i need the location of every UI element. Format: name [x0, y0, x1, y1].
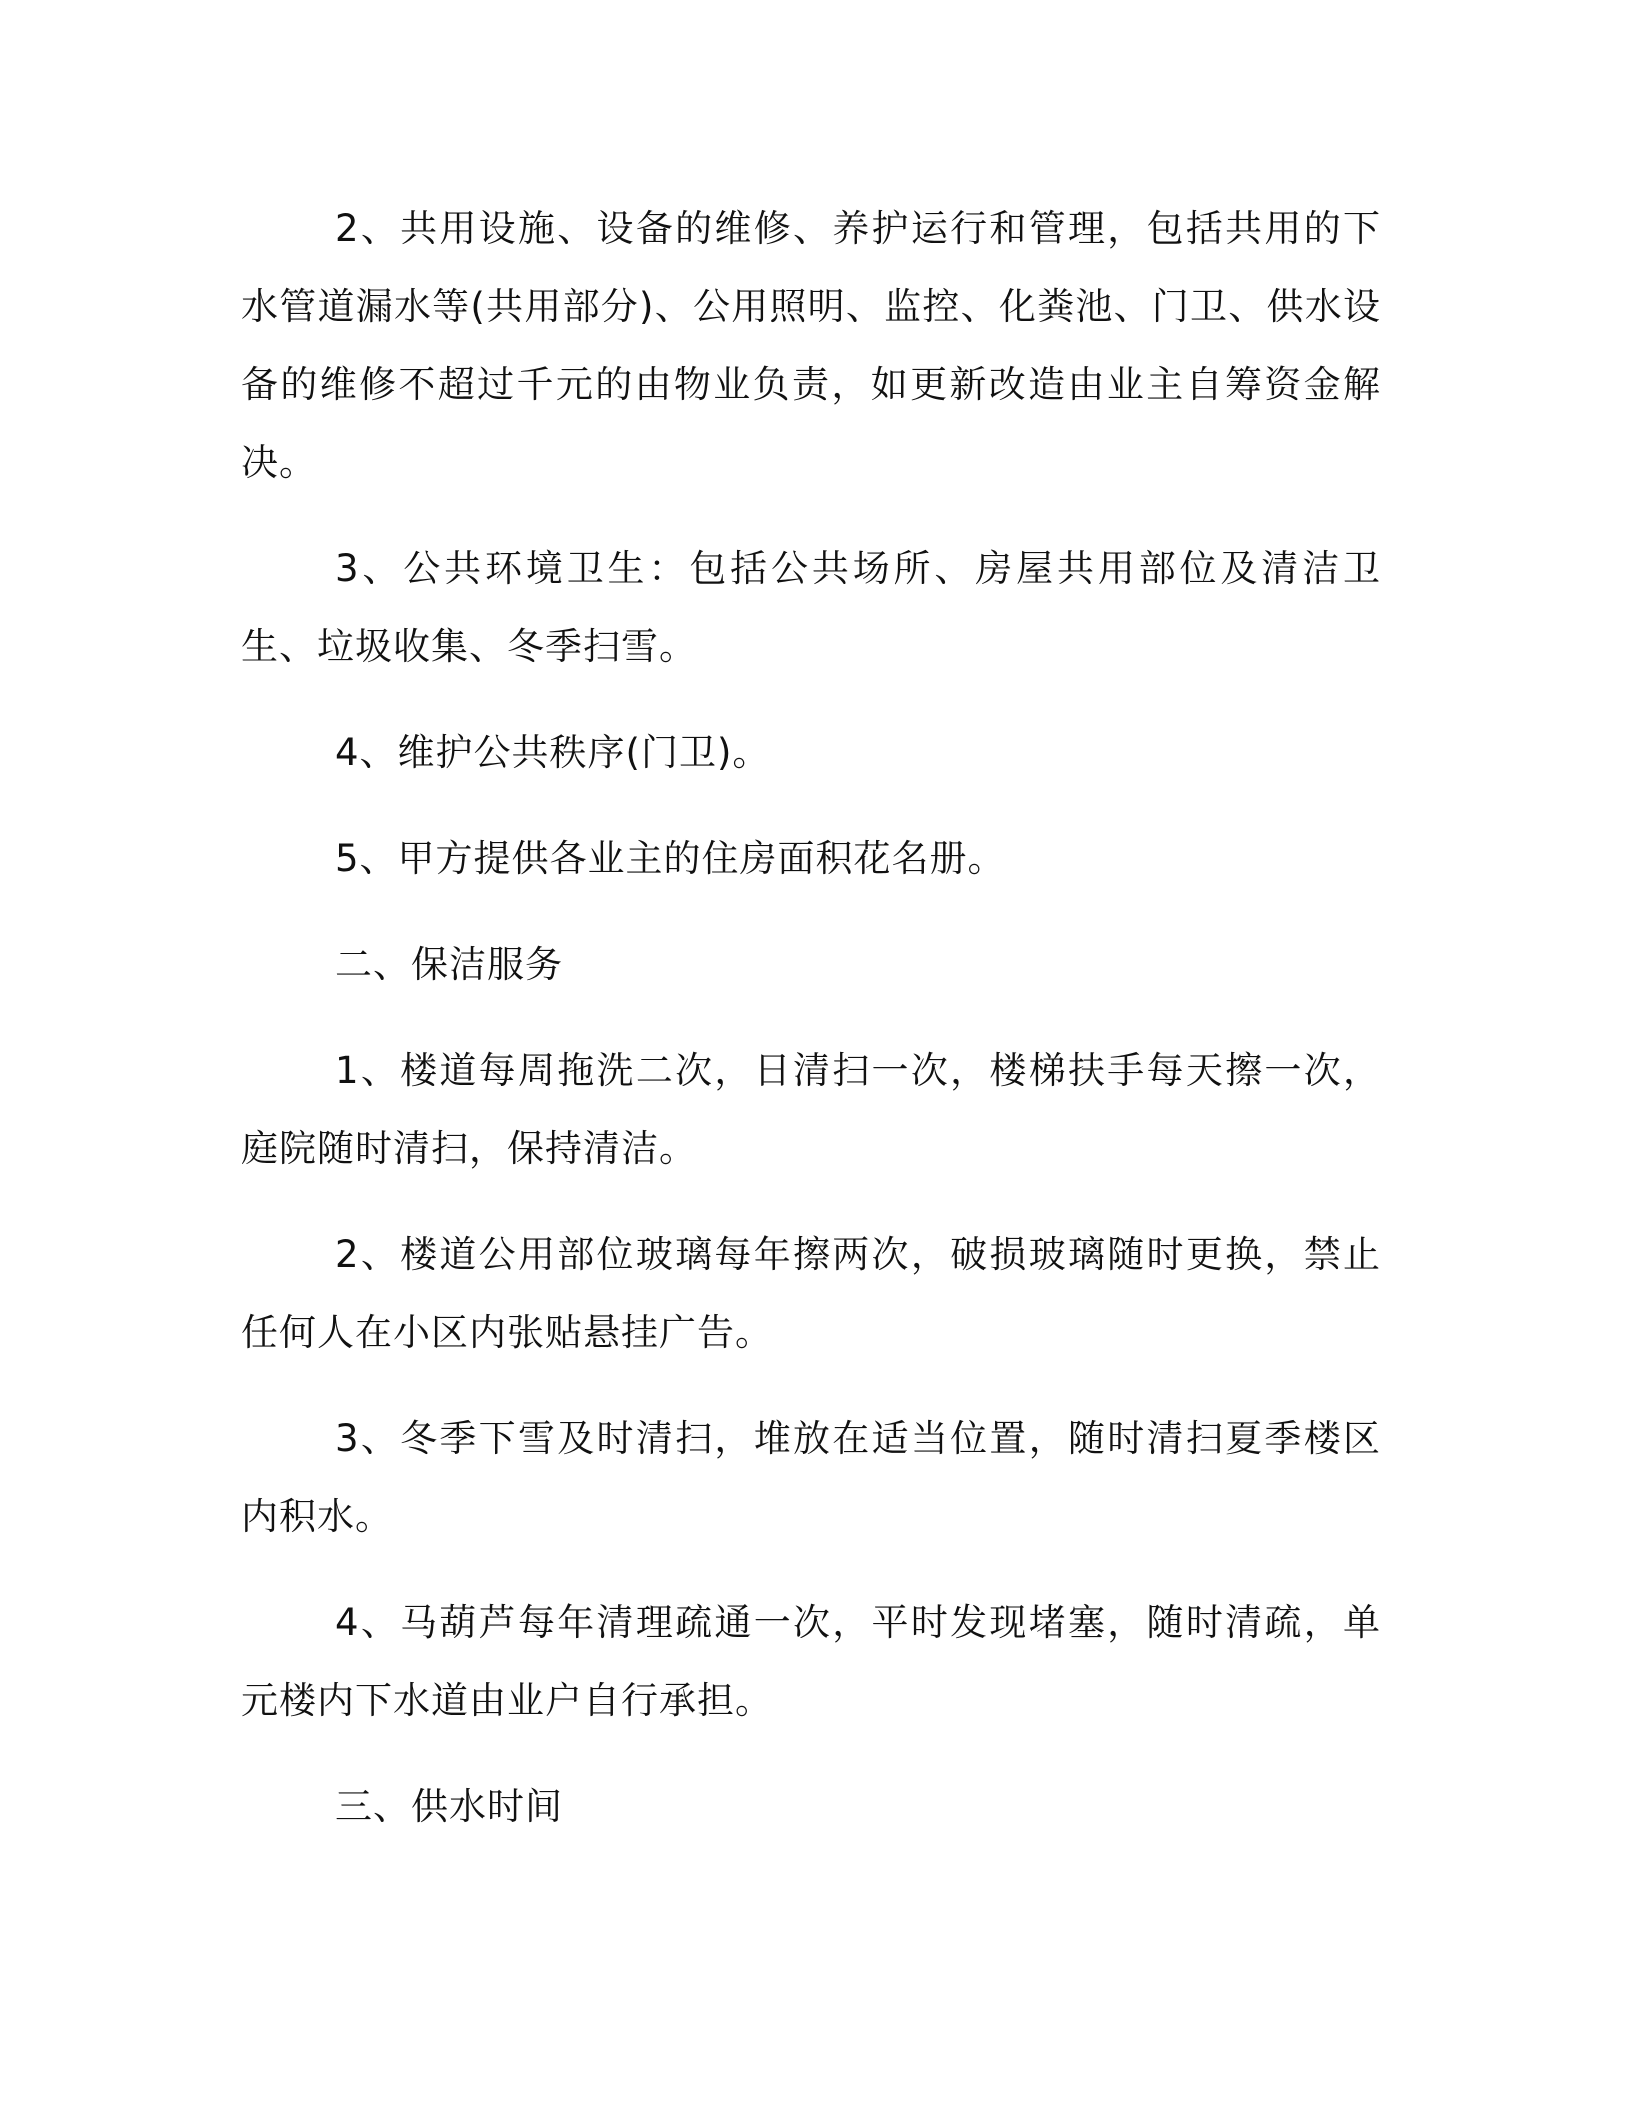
section-heading-water-supply: 三、供水时间	[335, 1785, 563, 1828]
paragraph-item-3-sanitation: 3、公共环境卫生：包括公共场所、房屋共用部位及清洁卫生、垃圾收集、冬季扫雪。	[241, 547, 1381, 668]
paragraph-cleaning-4: 4、马葫芦每年清理疏通一次，平时发现堵塞，随时清疏，单元楼内下水道由业户自行承担。	[241, 1601, 1381, 1722]
document-body	[241, 190, 1381, 1874]
paragraph-item-4-order: 4、维护公共秩序(门卫)。	[335, 731, 771, 774]
paragraph-item-5-roster: 5、甲方提供各业主的住房面积花名册。	[335, 837, 1006, 880]
section-heading-cleaning: 二、保洁服务	[335, 943, 563, 986]
paragraph-cleaning-3: 3、冬季下雪及时清扫，堆放在适当位置，随时清扫夏季楼区内积水。	[241, 1417, 1381, 1538]
paragraph-cleaning-1: 1、楼道每周拖洗二次，日清扫一次，楼梯扶手每天擦一次，庭院随时清扫，保持清洁。	[241, 1049, 1381, 1170]
paragraph-cleaning-2: 2、楼道公用部位玻璃每年擦两次，破损玻璃随时更换，禁止任何人在小区内张贴悬挂广告。	[241, 1233, 1381, 1354]
paragraph-item-2-facilities: 2、共用设施、设备的维修、养护运行和管理，包括共用的下水管道漏水等(共用部分)、公用照明、监控、化粪池、门卫、供水设备的维修不超过千元的由物业负责，如更新改造由业主自筹资金解决。	[241, 207, 1381, 484]
